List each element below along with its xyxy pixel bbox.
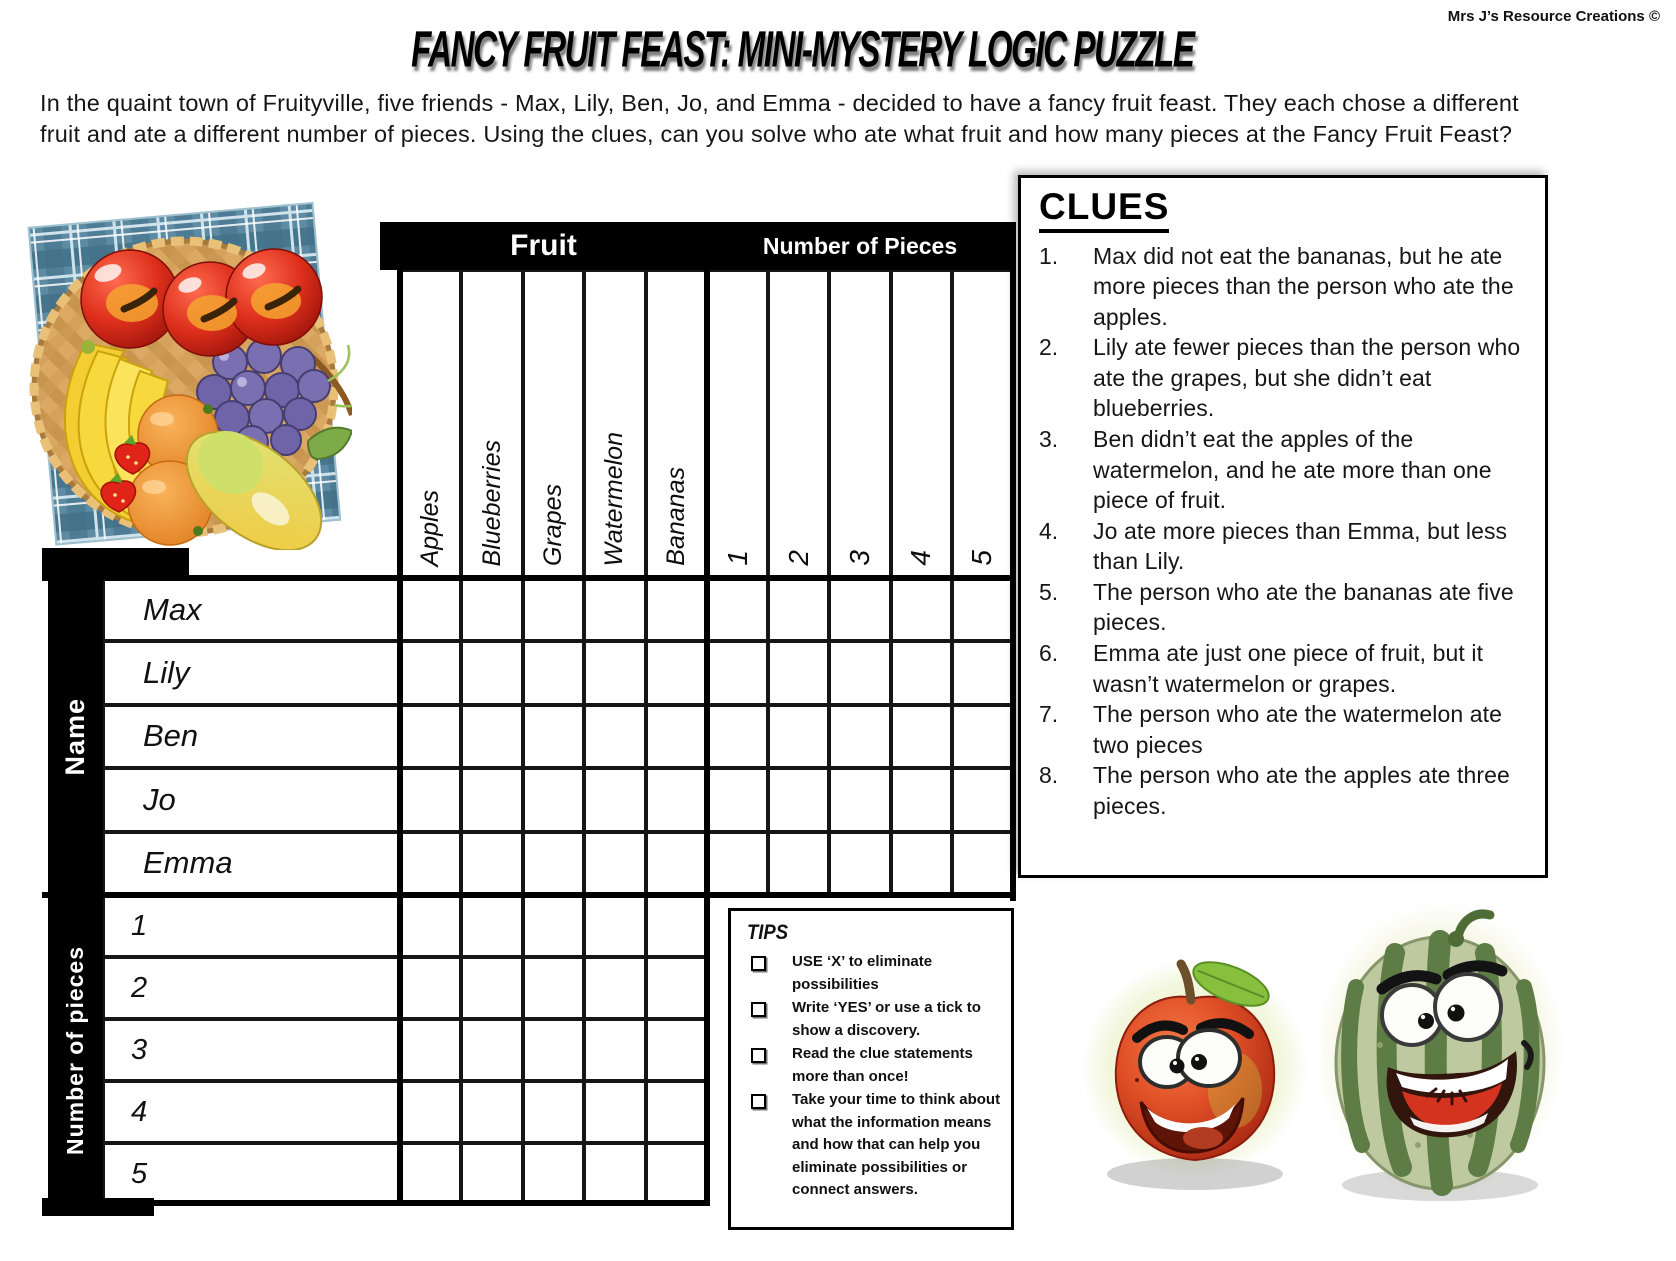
pieces-row-label-text: 5 [131, 1157, 148, 1190]
grid-cell[interactable] [891, 832, 952, 895]
credit-line: Mrs J’s Resource Creations © [1447, 8, 1660, 25]
name-row-label-lily [103, 641, 400, 704]
grid-cell[interactable] [768, 768, 829, 831]
grid-cell[interactable] [400, 641, 461, 704]
clue-item [1039, 760, 1531, 821]
fruit-column-label-grapes [523, 270, 584, 578]
clue-number: 3. [1039, 426, 1059, 453]
laughing-watermelon-character-image [1310, 895, 1570, 1205]
grid-cell[interactable] [461, 1081, 522, 1143]
tip-text: Read the clue statements more than once! [792, 1045, 973, 1085]
name-row-label-text: Ben [143, 718, 199, 754]
pieces-column-label-4 [891, 270, 952, 578]
grid-cell[interactable] [400, 578, 461, 641]
pieces-row-label-1 [103, 895, 400, 957]
fruit-column-label-bananas [646, 270, 707, 578]
clue-item [1039, 516, 1531, 577]
fruit-column-label-blueberries [461, 270, 522, 578]
grid-cell[interactable] [646, 1019, 707, 1081]
name-axis-label: Name [60, 697, 90, 776]
clue-number: 2. [1039, 334, 1059, 361]
pieces-row-label-text: 1 [131, 909, 148, 942]
grid-cell[interactable] [584, 832, 645, 895]
clue-item [1039, 241, 1531, 333]
grid-cell[interactable] [523, 895, 584, 957]
grid-cell[interactable] [461, 705, 522, 768]
checkbox-icon [751, 1048, 766, 1063]
grid-cell[interactable] [952, 768, 1013, 831]
clue-text: Emma ate just one piece of fruit, but it wasn’t watermelon or grapes. [1093, 640, 1484, 697]
grid-cell[interactable] [400, 705, 461, 768]
pieces-column-label-text: 1 [721, 550, 753, 566]
clue-text: Jo ate more pieces than Emma, but less than Lily. [1093, 517, 1508, 575]
grid-cell[interactable] [400, 832, 461, 895]
checkbox-icon [751, 956, 766, 971]
clue-item [1039, 424, 1531, 516]
grid-cell[interactable] [891, 578, 952, 641]
grid-cell[interactable] [768, 832, 829, 895]
clue-number: 1. [1039, 242, 1059, 269]
grid-cell[interactable] [829, 832, 890, 895]
pieces-header: Number of Pieces [762, 232, 958, 259]
pieces-row-label-4 [103, 1081, 400, 1143]
grid-cell[interactable] [952, 832, 1013, 895]
pieces-row-label-text: 3 [131, 1033, 148, 1066]
fruit-header: Fruit [510, 229, 577, 262]
grid-border-vertical-right [1010, 222, 1016, 901]
clue-text: Lily ate fewer pieces than the person who ate the grapes, but she didn’t eat blueberries. [1093, 334, 1521, 422]
grid-cell[interactable] [400, 1019, 461, 1081]
pieces-column-label-text: 3 [843, 550, 875, 566]
intro-paragraph: In the quaint town of Fruityville, five friends - Max, Lily, Ben, Jo, and Emma - decided to have a fancy fruit feast. They each chose a different fruit and ate a different number of pieces. Using the clues, can you solve who ate what fruit and how many pieces at the Fancy Fruit Feast? [40, 90, 1519, 148]
name-row-label-max [103, 578, 400, 641]
clue-text: The person who ate the watermelon ate two pieces [1093, 701, 1502, 758]
grid-cell[interactable] [461, 957, 522, 1019]
clue-number: 4. [1039, 517, 1059, 544]
name-row-label-emma [103, 832, 400, 895]
checkbox-icon [751, 1094, 766, 1109]
clue-number: 5. [1039, 578, 1059, 605]
grid-cell[interactable] [707, 768, 768, 831]
grid-cell[interactable] [646, 641, 707, 704]
tip-text: Take your time to think about what the information means and how that can help you eliminate possibilities or connect answers. [792, 1091, 1001, 1198]
grid-cell[interactable] [584, 1143, 645, 1205]
grid-cell[interactable] [523, 705, 584, 768]
checkbox-icon [751, 1002, 766, 1017]
pieces-row-label-text: 2 [131, 971, 148, 1004]
grid-cell[interactable] [646, 832, 707, 895]
grid-cell[interactable] [461, 578, 522, 641]
grid-cell[interactable] [707, 578, 768, 641]
grid-cell[interactable] [400, 768, 461, 831]
clue-number: 7. [1039, 701, 1059, 728]
grid-cell[interactable] [461, 895, 522, 957]
clues-list [1039, 241, 1531, 822]
name-row-label-ben [103, 705, 400, 768]
pieces-axis-label: Number of pieces [62, 945, 88, 1155]
fruit-basket-image [12, 195, 352, 550]
fruit-column-label-text: Watermelon [600, 431, 629, 566]
tips-list [745, 951, 1001, 1202]
grid-cell[interactable] [768, 641, 829, 704]
pieces-column-label-3 [829, 270, 890, 578]
grid-cell[interactable] [584, 1019, 645, 1081]
clue-text: The person who ate the bananas ate five pieces. [1093, 578, 1514, 636]
grid-cell[interactable] [400, 1143, 461, 1205]
name-axis-bar [48, 578, 103, 895]
fruit-column-label-text: Apples [416, 489, 445, 566]
fruit-column-label-text: Grapes [538, 484, 567, 566]
grid-cell[interactable] [646, 895, 707, 957]
grid-cell[interactable] [523, 1143, 584, 1205]
grid-cell[interactable] [646, 1143, 707, 1205]
grid-cell[interactable] [523, 832, 584, 895]
pieces-column-label-text: 5 [966, 550, 998, 566]
tip-item [745, 1089, 1001, 1202]
grid-cell[interactable] [707, 832, 768, 895]
grid-cell[interactable] [584, 957, 645, 1019]
grid-cell[interactable] [584, 578, 645, 641]
grid-cell[interactable] [891, 641, 952, 704]
grid-cell[interactable] [584, 705, 645, 768]
tip-item [745, 1043, 1001, 1088]
grid-cell[interactable] [523, 1019, 584, 1081]
pieces-row-label-2 [103, 957, 400, 1019]
name-row-label-text: Max [143, 591, 202, 627]
grid-cell[interactable] [952, 705, 1013, 768]
grid-border-vertical-middle [704, 222, 710, 1206]
clue-text: Ben didn’t eat the apples of the watermelon, and he ate more than one piece of fruit. [1093, 426, 1492, 514]
tip-text: Write ‘YES’ or use a tick to show a discovery. [792, 999, 981, 1039]
clues-title: CLUES [1039, 186, 1169, 233]
grid-cell[interactable] [584, 641, 645, 704]
tip-item [745, 997, 1001, 1042]
grid-cell[interactable] [523, 641, 584, 704]
grid-cell[interactable] [646, 578, 707, 641]
name-row-label-text: Jo [143, 781, 176, 817]
clue-number: 8. [1039, 762, 1059, 789]
grid-cell[interactable] [952, 641, 1013, 704]
name-bar-tab [42, 548, 189, 581]
pieces-row-label-text: 4 [131, 1095, 148, 1128]
grid-cell[interactable] [584, 1081, 645, 1143]
grid-cell[interactable] [829, 641, 890, 704]
grid-cell[interactable] [707, 705, 768, 768]
page-title-text: FANCY FRUIT FEAST: MINI-MYSTERY LOGIC PUZZLE [411, 20, 1194, 78]
tip-item [745, 951, 1001, 996]
fruit-column-label-text: Blueberries [477, 439, 506, 566]
grid-cell[interactable] [891, 768, 952, 831]
clue-text: The person who ate the apples ate three pieces. [1093, 762, 1510, 819]
grid-cell[interactable] [646, 768, 707, 831]
grid-cell[interactable] [461, 641, 522, 704]
grid-cell[interactable] [461, 1019, 522, 1081]
grid-cell[interactable] [461, 768, 522, 831]
grid-cell[interactable] [584, 768, 645, 831]
grid-cell[interactable] [400, 957, 461, 1019]
pieces-column-label-5 [952, 270, 1013, 578]
smiling-apple-character-image [1075, 940, 1315, 1200]
grid-cell[interactable] [646, 1081, 707, 1143]
page-title [0, 22, 1605, 76]
clue-item [1039, 699, 1531, 760]
pieces-column-label-text: 2 [782, 550, 814, 566]
clue-number: 6. [1039, 640, 1059, 667]
grid-cell[interactable] [707, 641, 768, 704]
grid-cell[interactable] [829, 705, 890, 768]
name-row-label-text: Emma [143, 845, 233, 881]
grid-cell[interactable] [523, 957, 584, 1019]
grid-cell[interactable] [829, 578, 890, 641]
grid-cell[interactable] [829, 768, 890, 831]
grid-cell[interactable] [768, 705, 829, 768]
pieces-column-label-1 [707, 270, 768, 578]
grid-cell[interactable] [646, 705, 707, 768]
grid-border-vertical-left [397, 268, 403, 1206]
grid-cell[interactable] [952, 578, 1013, 641]
grid-cell[interactable] [523, 768, 584, 831]
grid-cell[interactable] [584, 895, 645, 957]
pieces-column-label-2 [768, 270, 829, 578]
clues-box [1018, 175, 1548, 878]
clue-item [1039, 638, 1531, 699]
pieces-row-label-3 [103, 1019, 400, 1081]
grid-cell[interactable] [461, 832, 522, 895]
tips-title: TIPS [747, 921, 789, 944]
grid-cell[interactable] [523, 1081, 584, 1143]
name-row-label-text: Lily [143, 655, 190, 691]
clue-item [1039, 577, 1531, 638]
grid-cell[interactable] [461, 1143, 522, 1205]
pieces-row-label-5 [103, 1143, 400, 1205]
clue-item [1039, 332, 1531, 424]
pieces-column-label-text: 4 [905, 550, 937, 566]
grid-cell[interactable] [523, 578, 584, 641]
grid-cell[interactable] [891, 705, 952, 768]
grid-cell[interactable] [400, 895, 461, 957]
grid-cell[interactable] [646, 957, 707, 1019]
grid-cell[interactable] [400, 1081, 461, 1143]
fruit-column-label-watermelon [584, 270, 645, 578]
fruit-column-label-text: Bananas [661, 467, 690, 566]
clue-text: Max did not eat the bananas, but he ate more pieces than the person who ate the apples. [1093, 242, 1514, 330]
tip-text: USE ‘X’ to eliminate possibilities [792, 953, 933, 993]
grid-cell[interactable] [768, 578, 829, 641]
name-row-label-jo [103, 768, 400, 831]
pieces-axis-bar [48, 895, 103, 1205]
grid-border-under-names [42, 892, 1013, 898]
tips-box [728, 908, 1014, 1230]
fruit-column-label-apples [400, 270, 461, 578]
